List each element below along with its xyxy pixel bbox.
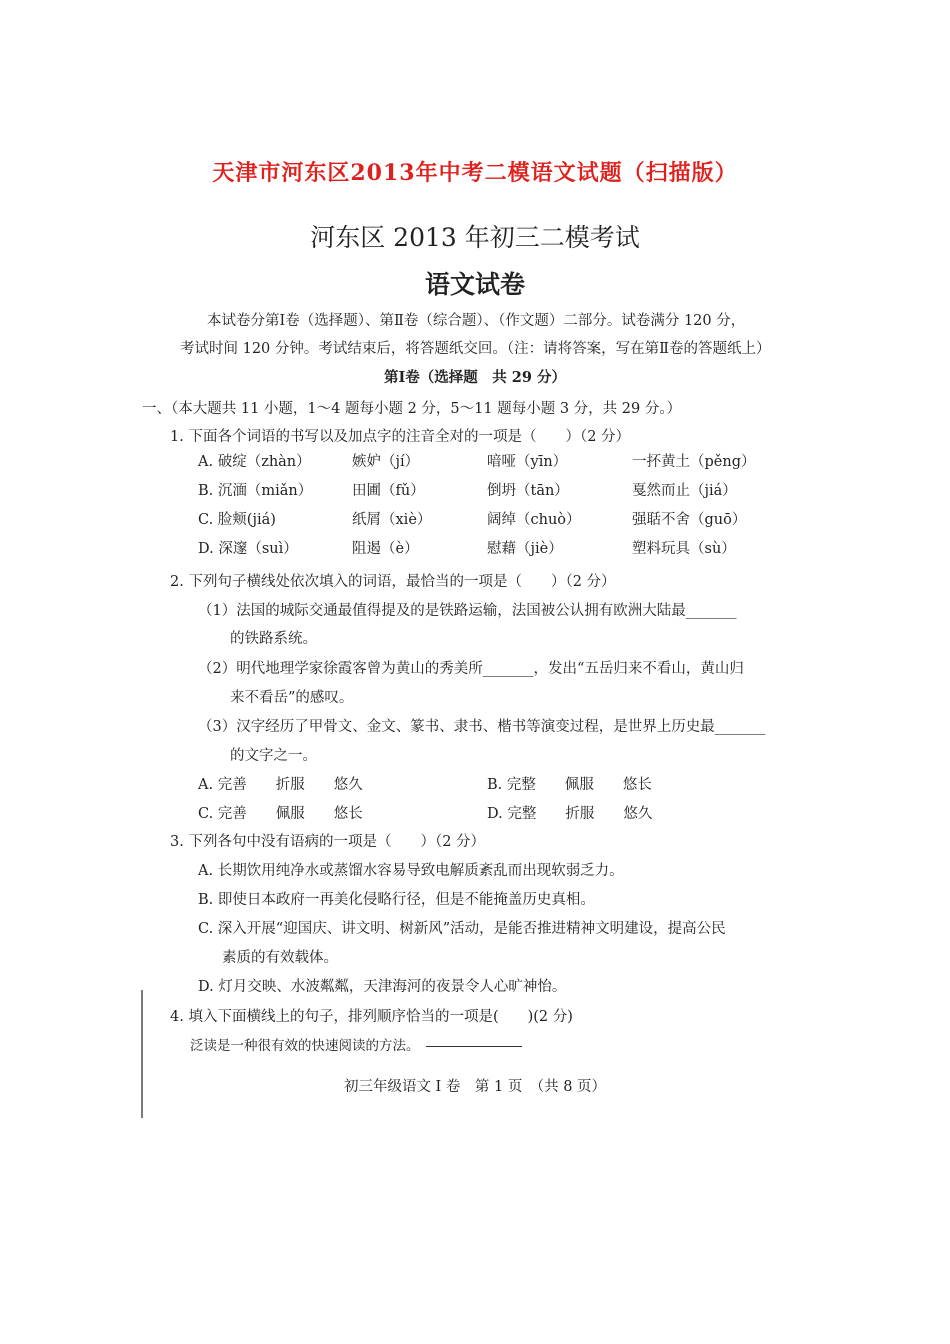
question-4-passage <box>190 1034 522 1054</box>
q1-option-d-1: D. 深邃（suì） <box>198 541 298 557</box>
question-3-stem: 3. 下列各句中没有语病的一项是（ ）（2 分） <box>170 834 486 850</box>
answer-blank <box>426 1045 522 1047</box>
q2-sentence-1b: 的铁路系统。 <box>230 631 317 647</box>
q1-option-b-1: B. 沉湎（miǎn） <box>198 483 313 499</box>
q2-option-a: A. 完善 折服 悠久 <box>198 777 363 793</box>
q1-option-d-4: 塑料玩具（sù） <box>632 541 736 557</box>
section-one-heading: 一、（本大题共 11 小题，1～4 题每小题 2 分，5～11 题每小题 3 分，共 29 分。） <box>142 401 682 417</box>
q3-option-d: D. 灯月交映、水波粼粼，天津海河的夜景令人心旷神怡。 <box>198 979 567 995</box>
q1-option-c-2: 纸屑（xiè） <box>352 512 432 528</box>
scan-edge-line <box>141 990 143 1118</box>
intro-line-1: 本试卷分第Ⅰ卷（选择题）、第Ⅱ卷（综合题）、（作文题）二部分。试卷满分 120 分， <box>207 313 746 329</box>
q1-option-b-4: 戛然而止（jiá） <box>632 483 737 499</box>
q3-option-c-line-1: C. 深入开展“迎国庆、讲文明、树新风”活动，是能否推进精神文明建设，提高公民 <box>198 921 726 937</box>
q1-option-b-3: 倒坍（tān） <box>487 483 569 499</box>
question-4-stem: 4. 填入下面横线上的句子，排列顺序恰当的一项是( )(2 分) <box>170 1009 573 1025</box>
part-one-heading: 第Ⅰ卷（选择题 共 29 分） <box>383 369 567 386</box>
exam-title: 河东区 2013 年初三二模考试 <box>310 223 640 252</box>
q2-option-d: D. 完整 折服 悠久 <box>487 806 653 822</box>
q1-option-d-3: 慰藉（jiè） <box>487 541 563 557</box>
page-footer: 初三年级语文 Ⅰ 卷 第 1 页 （共 8 页） <box>343 1079 607 1095</box>
document-title: 天津市河东区2013年中考二模语文试题（扫描版） <box>212 160 738 186</box>
q1-option-a-2: 嫉妒（jí） <box>352 454 420 470</box>
intro-line-2: 考试时间 120 分钟。考试结束后，将答题纸交回。（注：请将答案，写在第Ⅱ卷的答题纸上） <box>180 341 771 357</box>
q1-option-c-4: 强聒不舍（guō） <box>632 512 747 528</box>
question-1-stem: 1. 下面各个词语的书写以及加点字的注音全对的一项是（ ）（2 分） <box>170 429 631 445</box>
q2-sentence-3b: 的文字之一。 <box>230 748 317 764</box>
q1-option-a-3: 喑哑（yīn） <box>487 454 568 470</box>
q2-option-b: B. 完整 佩服 悠长 <box>487 777 652 793</box>
subject-title: 语文试卷 <box>424 270 525 299</box>
q1-option-b-2: 田圃（fǔ） <box>352 483 425 499</box>
q1-option-c-3: 阔绰（chuò） <box>487 512 581 528</box>
q1-option-c-1: C. 脸颊(jiá) <box>198 512 276 528</box>
q2-option-c: C. 完善 佩服 悠长 <box>198 806 363 822</box>
q2-sentence-1a: （1）法国的城际交通最值得提及的是铁路运输，法国被公认拥有欧洲大陆最_______ <box>198 603 737 619</box>
question-4-passage-text: 泛读是一种很有效的快速阅读的方法。 <box>190 1038 420 1054</box>
q2-sentence-3a: （3）汉字经历了甲骨文、金文、篆书、隶书、楷书等演变过程，是世界上历史最_______ <box>198 719 766 735</box>
q1-option-a-1: A. 破绽（zhàn） <box>198 454 311 470</box>
q3-option-a: A. 长期饮用纯净水或蒸馏水容易导致电解质紊乱而出现软弱乏力。 <box>198 863 624 879</box>
q1-option-d-2: 阻遏（è） <box>352 541 419 557</box>
q3-option-c-line-2: 素质的有效载体。 <box>222 950 338 966</box>
q1-option-a-4: 一抔黄土（pěng） <box>632 454 756 470</box>
q2-sentence-2a: （2）明代地理学家徐霞客曾为黄山的秀美所_______，发出“五岳归来不看山，黄山归 <box>198 661 744 677</box>
q2-sentence-2b: 来不看岳”的感叹。 <box>230 690 354 706</box>
question-2-stem: 2. 下列句子横线处依次填入的词语，最恰当的一项是（ ）（2 分） <box>170 574 616 590</box>
q3-option-b: B. 即使日本政府一再美化侵略行径，但是不能掩盖历史真相。 <box>198 892 595 908</box>
